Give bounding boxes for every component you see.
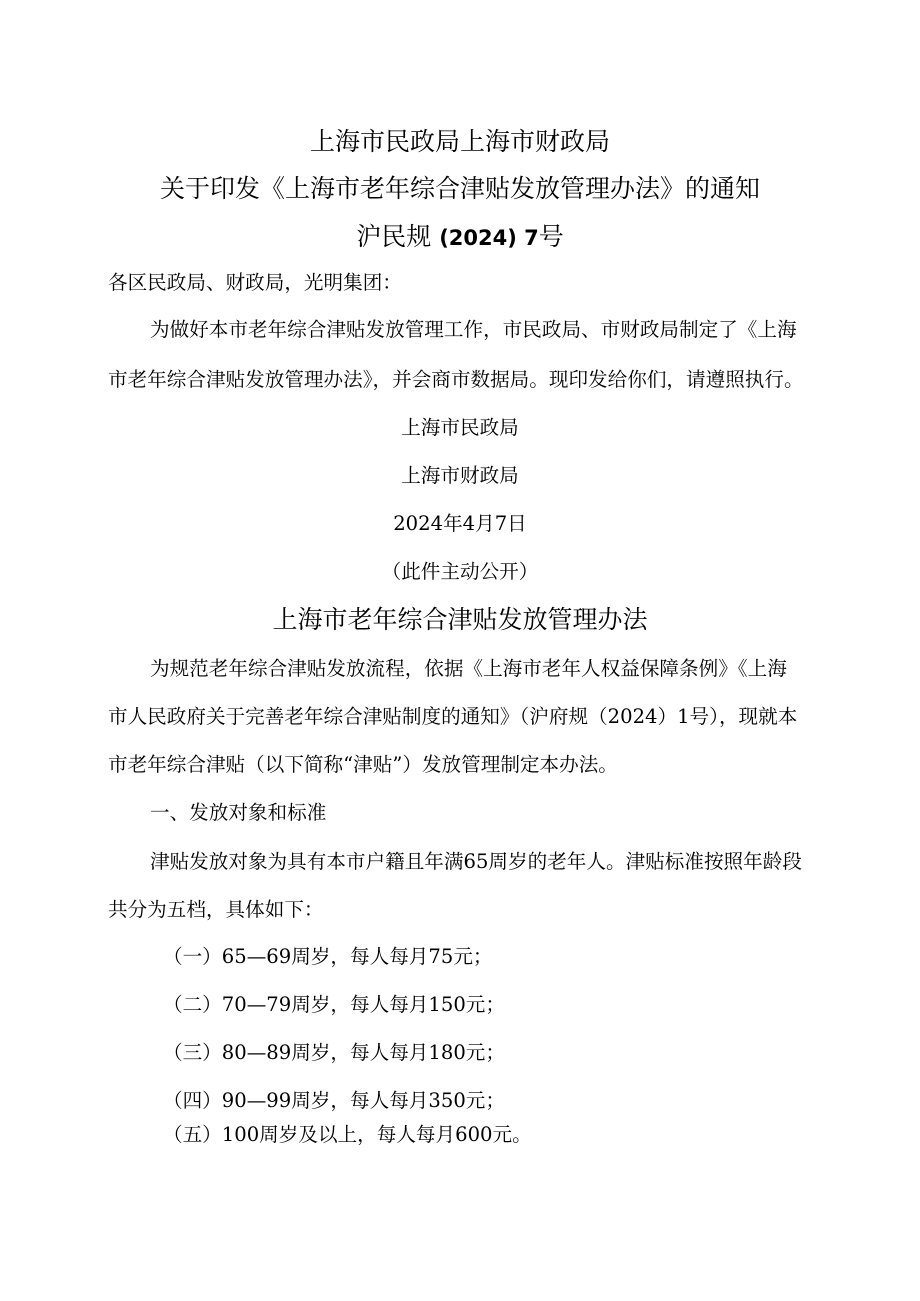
measures-intro-line-1: 为规范老年综合津贴发放流程，依据《上海市老年人权益保障条例》《上海 [150,657,787,680]
recipients: 各区民政局、财政局，光明集团： [108,271,402,294]
measures-intro-line-2: 市人民政府关于完善老年综合津贴制度的通知》（沪府规（2024）1号），现就本 [108,705,798,728]
issue-date: 2024年4月7日 [393,512,527,535]
document-title-line-1: 上海市民政局上海市财政局 [309,127,610,156]
document-number [0,224,920,249]
measures-intro-line-3: 市老年综合津贴（以下简称“津贴”）发放管理制定本办法。 [108,753,618,776]
section-1-heading: 一、发放对象和标准 [150,801,327,824]
document-number-prefix: 沪民规 [356,222,432,251]
tier-item: （五）100周岁及以上，每人每月600元。 [163,1123,532,1146]
notice-body-line-1: 为做好本市老年综合津贴发放管理工作，市民政局、市财政局制定了《上海 [150,318,797,341]
disclosure-note: （此件主动公开） [381,560,539,583]
section-1-line-2: 共分为五档，具体如下： [108,898,324,921]
document-number-year: (2024) 7 [439,226,539,250]
signer-finance: 上海市财政局 [401,464,519,487]
measures-title: 上海市老年综合津贴发放管理办法 [272,605,648,634]
document-number-suffix: 号 [538,222,564,251]
notice-body-line-2: 市老年综合津贴发放管理办法》，并会商市数据局。现印发给你们，请遵照执行。 [108,368,804,391]
tier-item: （二）70—79周岁，每人每月150元； [163,993,505,1016]
tier-item: （一）65—69周岁，每人每月75元； [163,945,493,968]
tier-item: （四）90—99周岁，每人每月350元； [163,1089,505,1112]
section-1-line-1: 津贴发放对象为具有本市户籍且年满65周岁的老年人。津贴标准按照年龄段 [150,850,802,873]
tier-item: （三）80—89周岁，每人每月180元； [163,1041,505,1064]
document-title-line-2: 关于印发《上海市老年综合津贴发放管理办法》的通知 [159,174,760,203]
signer-civil-affairs: 上海市民政局 [401,416,519,439]
